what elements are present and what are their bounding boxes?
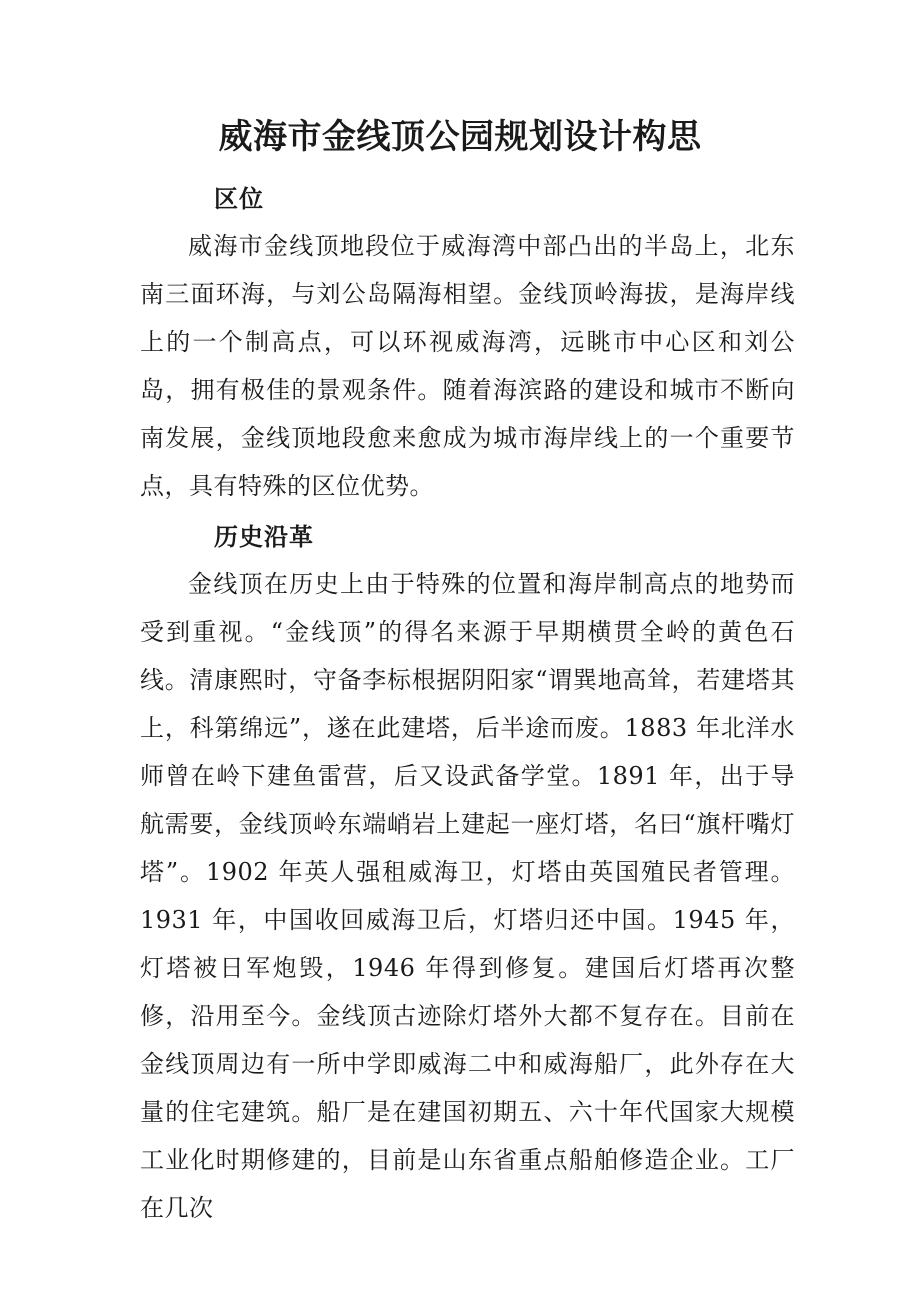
section-paragraph-history: 金线顶在历史上由于特殊的位置和海岸制高点的地势而受到重视。“金线顶”的得名来源于早期横贯全岭的黄色石线。清康熙时，守备李标根据阴阳家“谓巽地高耸，若建塔其上，科第绵远”，遂在此建塔，后半途而废。1883 年北洋水师曾在岭下建鱼雷营，后又设武备学堂。1891 年，出于导航需要，金线顶岭东端峭岩上建起一座灯塔，名曰“旗杆嘴灯塔”。1902 年英人强租威海卫，灯塔由英国殖民者管理。1931 年，中国收回威海卫后，灯塔归还中国。1945 年，灯塔被日军炮毁，1946 年得到修复。建国后灯塔再次整修，沿用至今。金线顶古迹除灯塔外大都不复存在。目前在金线顶周边有一所中学即威海二中和威海船厂，此外存在大量的住宅建筑。船厂是在建国初期五、六十年代国家大规模工业化时期修建的，目前是山东省重点船舶修造企业。工厂在几次 (140, 570, 795, 1222)
section-heading-history: 历史沿革 (214, 522, 314, 551)
section-paragraph-location: 威海市金线顶地段位于威海湾中部凸出的半岛上，北东南三面环海，与刘公岛隔海相望。金线顶岭海拔，是海岸线上的一个制高点，可以环视威海湾，远眺市中心区和刘公岛，拥有极佳的景观条件。随着海滨路的建设和城市不断向南发展，金线顶地段愈来愈成为城市海岸线上的一个重要节点，具有特殊的区位优势。 (140, 232, 795, 500)
document-title: 威海市金线顶公园规划设计构思 (218, 117, 702, 157)
section-heading-location: 区位 (214, 184, 264, 213)
